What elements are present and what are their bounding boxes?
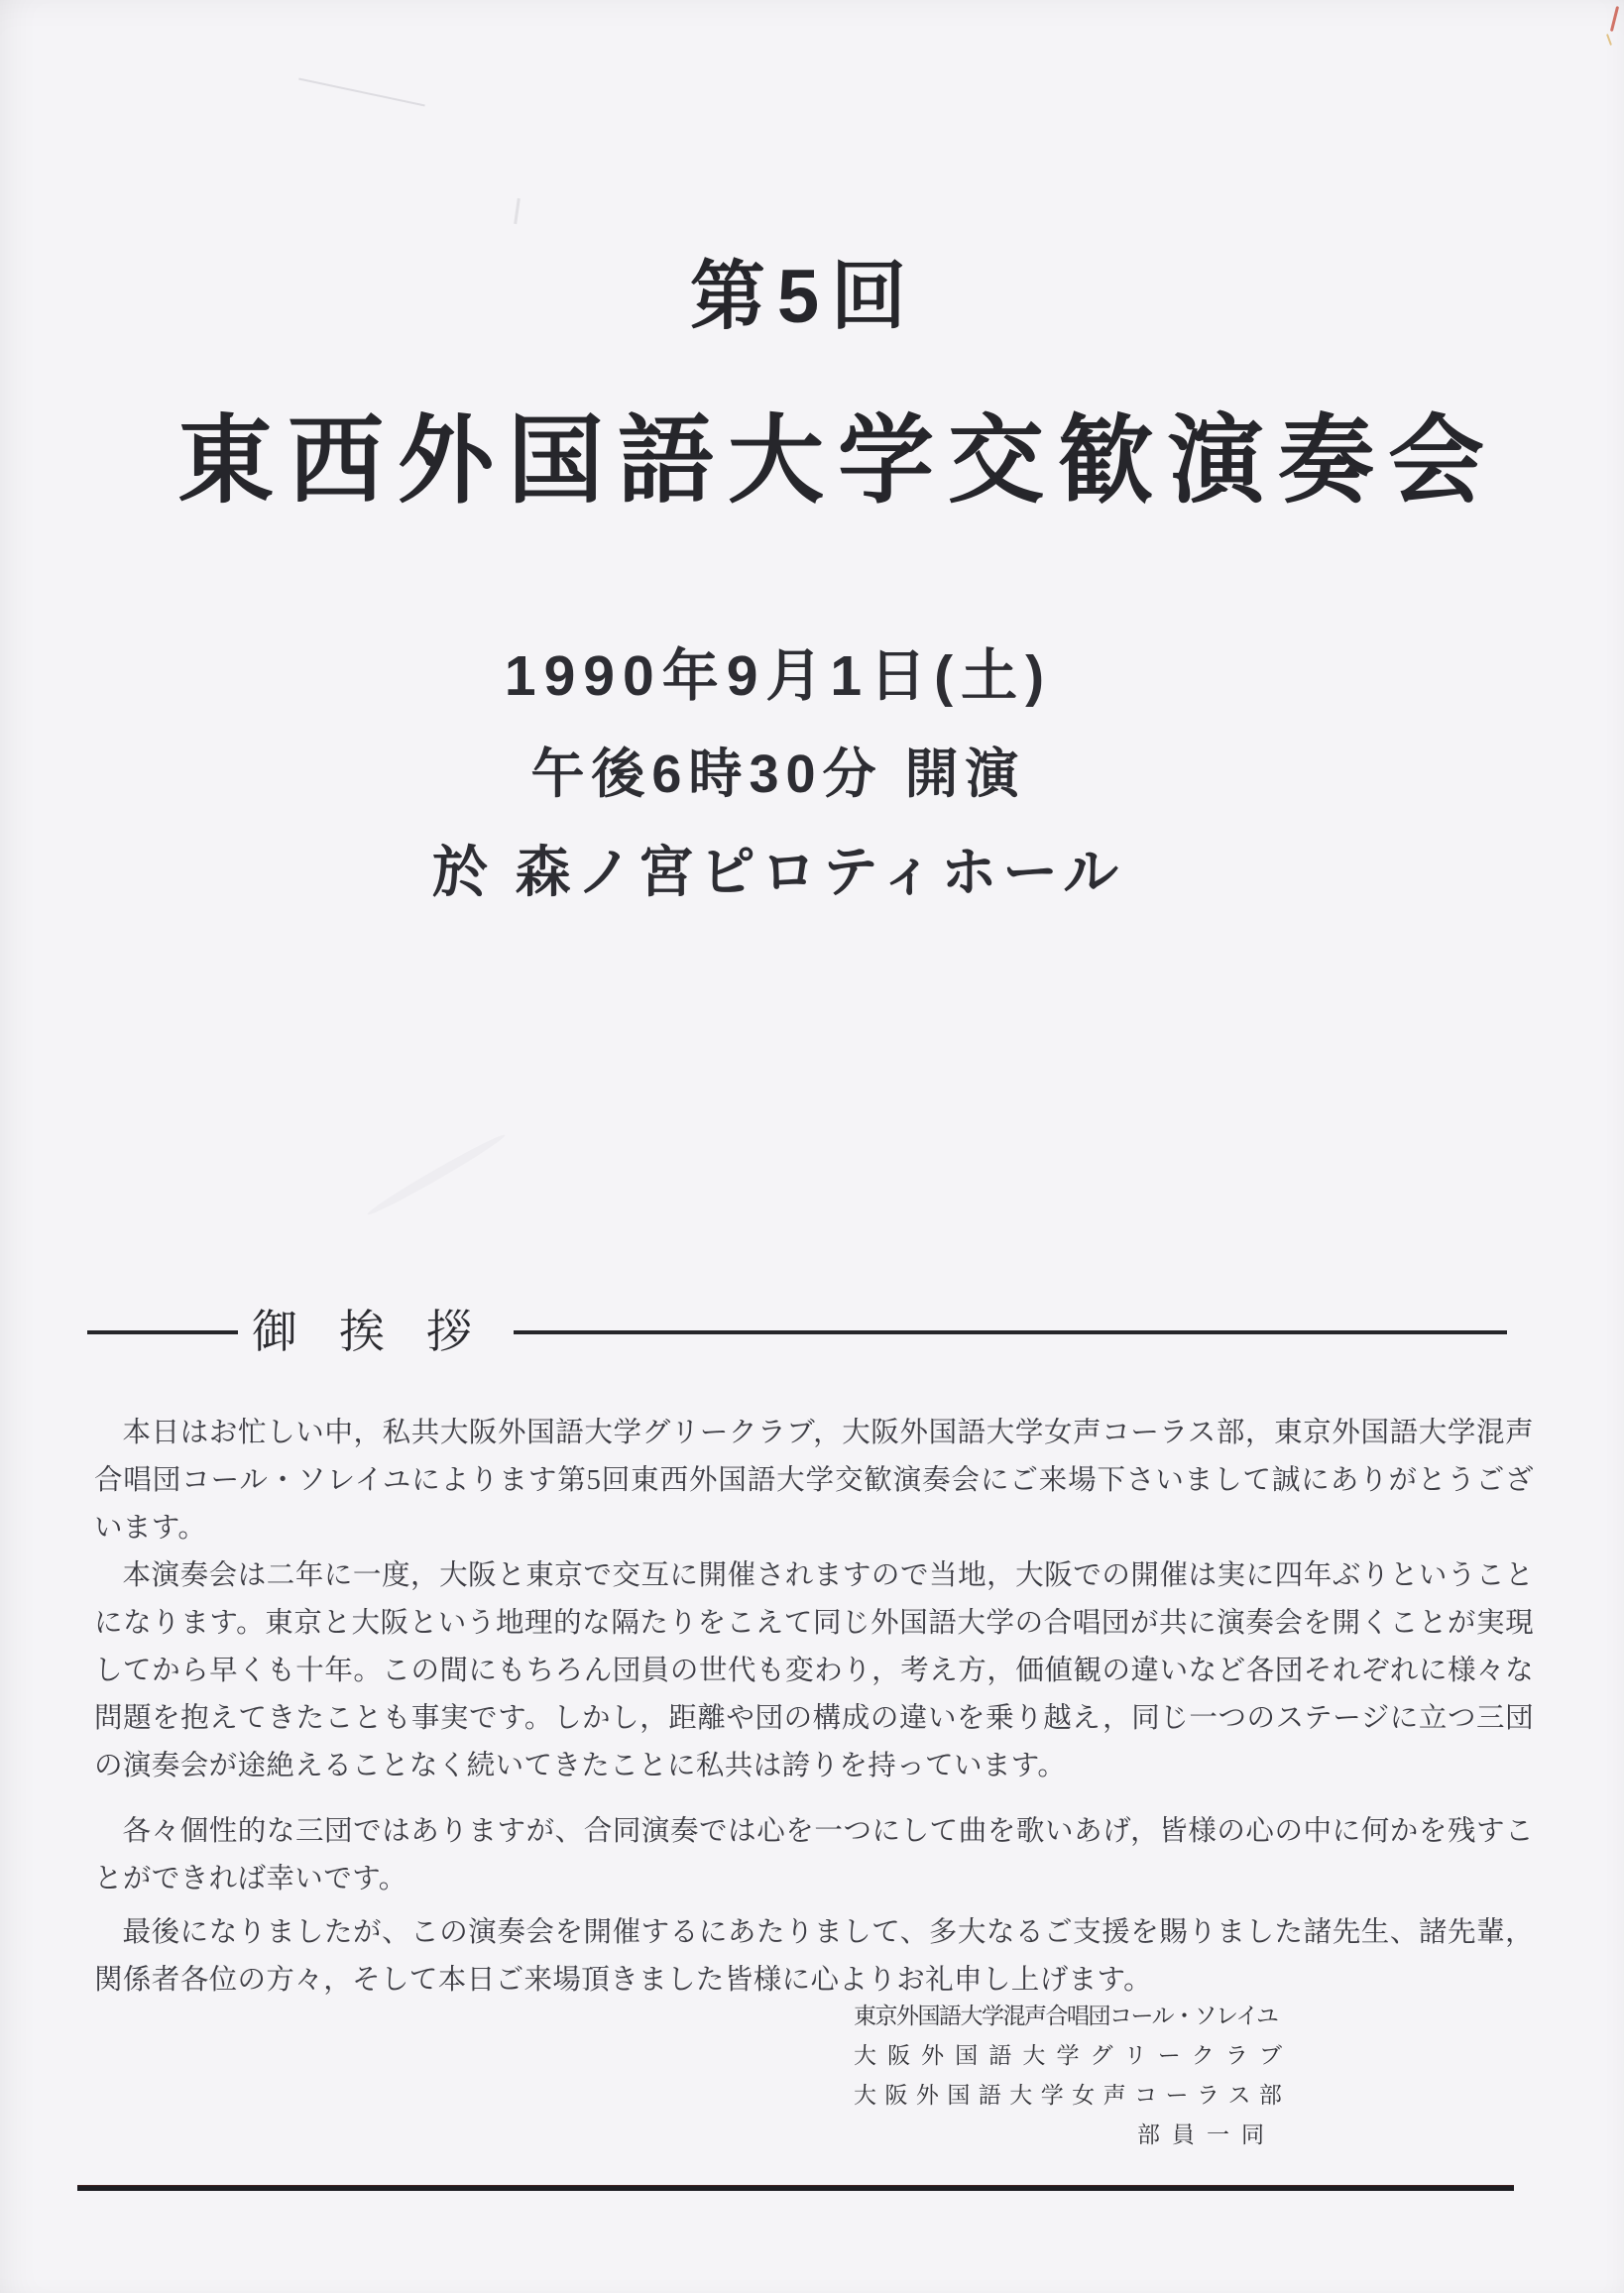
concert-title: 東西外国語大学交歓演奏会 — [177, 406, 1498, 515]
greeting-rule-left — [87, 1330, 238, 1334]
scan-scratch — [514, 198, 521, 224]
signature-members: 部 員 一 同 — [1137, 2122, 1264, 2147]
event-date: 1990年9月1日(土) — [504, 644, 1053, 708]
greeting-section-header — [87, 1305, 1507, 1359]
event-details — [0, 644, 1590, 904]
greeting-heading: 御挨拶 — [252, 1307, 514, 1357]
signature-choir-osaka-glee: 大 阪 外 国 語 大 学 グ リ ー ク ラ ブ — [854, 2043, 1282, 2068]
scan-scratch — [298, 78, 424, 106]
greeting-paragraph: 本演奏会は二年に一度，大阪と東京で交互に開催されますので当地，大阪での開催は実に四年ぶりということになります。東京と大阪という地理的な隔たりをこえて同じ外国語大学の合唱団が共に演奏会を開くことが実現してから早くも十年。この間にもちろん団員の世代も変わり，考え方，価値観の違いなど各団それぞれに様々な問題を抱えてきたことも事実です。しかし，距離や団の構成の違いを乗り越え，同じ一つのステージに立つ三団の演奏会が途絶えることなく続いてきたことに私共は誇りを持っています。 — [94, 1560, 1534, 1781]
signature-block — [854, 1997, 1282, 2155]
signature-choir-tokyo: 東京外国語大学混声合唱団コール・ソレイユ — [854, 2004, 1278, 2028]
scan-artifact-red — [1610, 6, 1619, 32]
greeting-rule-right — [514, 1330, 1507, 1334]
event-venue: 於 森ノ宮ピロティホール — [432, 840, 1124, 903]
greeting-paragraph: 各々個性的な三団ではありますが、合同演奏では心を一つにして曲を歌いあげ，皆様の心の中に何かを残すことができれば幸いです。 — [94, 1816, 1534, 1894]
greeting-body — [94, 1410, 1534, 2005]
event-time: 午後6時30分 開演 — [530, 744, 1026, 804]
scan-artifact-yellow — [1606, 34, 1612, 46]
scan-smudge — [365, 1131, 508, 1219]
greeting-paragraph: 本日はお忙しい中，私共大阪外国語大学グリークラブ，大阪外国語大学女声コーラス部，東京外国語大学混声合唱団コール・ソレイユによります第5回東西外国語大学交歓演奏会にご来場下さいまして誠にありがとうございます。 — [94, 1418, 1534, 1544]
bottom-divider — [77, 2185, 1514, 2191]
edition-number: 第5回 — [689, 255, 919, 339]
signature-choir-osaka-chorus: 大 阪 外 国 語 大 学 女 声 コ ー ラ ス 部 — [854, 2083, 1282, 2108]
greeting-paragraph: 最後になりましたが、この演奏会を開催するにあたりまして、多大なるご支援を賜りました諸先生、諸先輩，関係者各位の方々，そして本日ご来場頂きました皆様に心よりお礼申し上げます。 — [94, 1917, 1534, 1996]
